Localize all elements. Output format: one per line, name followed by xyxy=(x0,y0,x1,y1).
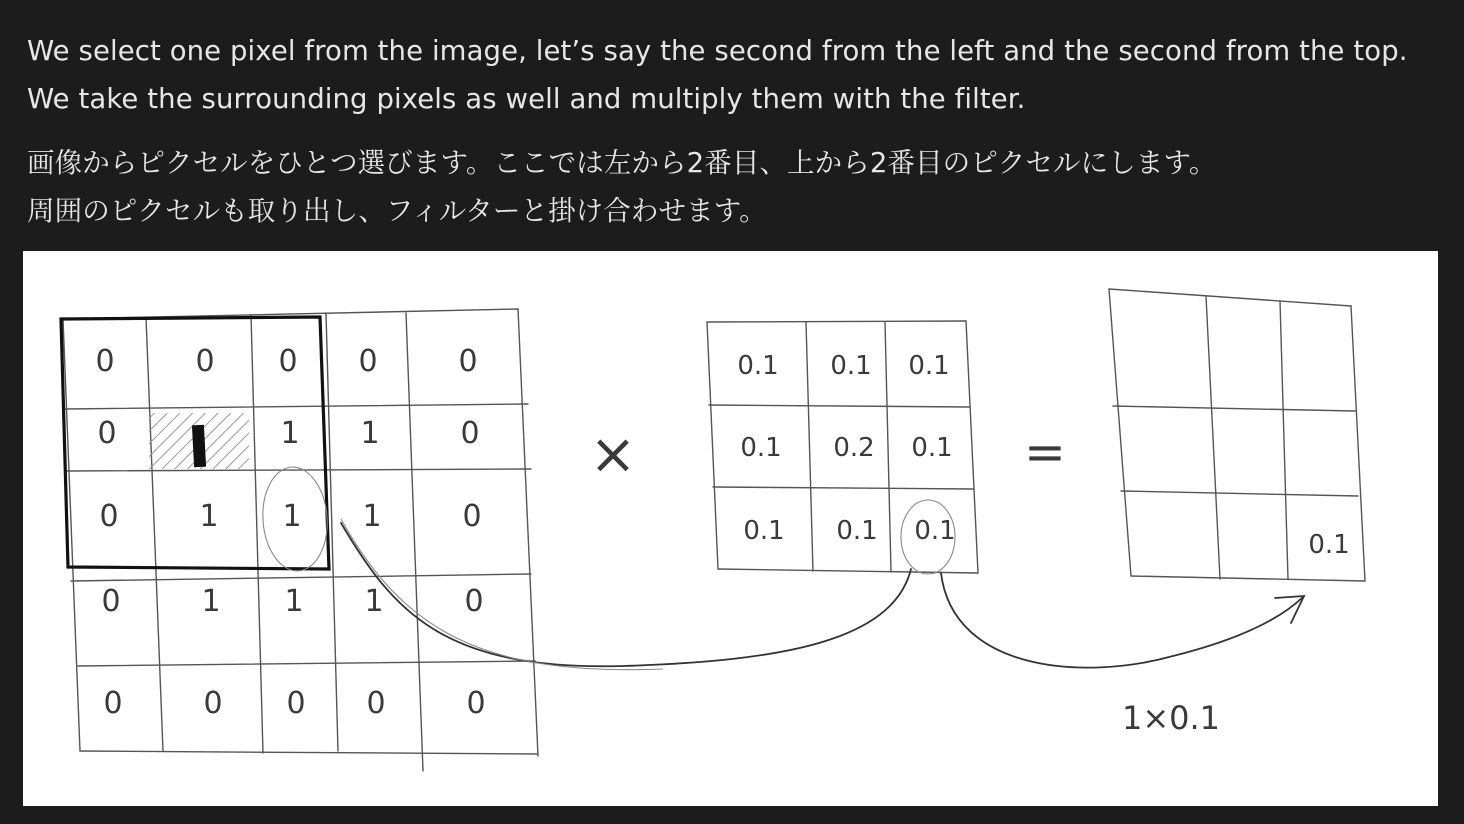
image-cell: 1 xyxy=(280,416,300,451)
image-cell: 0 xyxy=(462,499,482,534)
calculation-label: 1×0.1 xyxy=(1121,699,1221,737)
image-cell: 0 xyxy=(278,344,298,379)
description-japanese xyxy=(27,139,1447,235)
equals-symbol: = xyxy=(1024,423,1066,481)
image-cell: 0 xyxy=(366,686,386,721)
image-cell: 1 xyxy=(282,499,302,534)
image-cell: 0 xyxy=(203,686,223,721)
image-cell: 0 xyxy=(103,686,123,721)
japanese-line-2: 周囲のピクセルも取り出し、フィルターと掛け合わせます。 xyxy=(27,195,767,227)
filter-cell: 0.1 xyxy=(737,351,779,381)
filter-cell: 0.1 xyxy=(908,351,950,381)
filter-cell: 0.1 xyxy=(740,433,782,463)
filter-cell: 0.1 xyxy=(914,516,956,546)
image-cell: 0 xyxy=(101,584,121,619)
image-cell: 1 xyxy=(362,499,382,534)
image-cell: 0 xyxy=(466,686,486,721)
sketch-canvas xyxy=(23,251,1438,806)
image-cell: 0 xyxy=(464,584,484,619)
image-cell: 0 xyxy=(458,344,478,379)
result-arrow xyxy=(941,573,1303,668)
image-cell: 1 xyxy=(364,584,384,619)
japanese-line-1: 画像からピクセルをひとつ選びます。ここでは左から2番目、上から2番目のピクセルにします。 xyxy=(27,147,1217,179)
image-cell: 1 xyxy=(284,584,304,619)
image-cell: 1 xyxy=(360,416,380,451)
filter-cell: 0.1 xyxy=(836,516,878,546)
image-cell: 1 xyxy=(201,584,221,619)
filter-cell: 0.2 xyxy=(833,433,875,463)
image-cell: 0 xyxy=(358,344,378,379)
image-cell: 0 xyxy=(97,416,117,451)
filter-cell: 0.1 xyxy=(911,433,953,463)
result-cell-value: 0.1 xyxy=(1308,530,1350,560)
source-to-filter-faint-curve xyxy=(341,519,663,670)
image-cell: 0 xyxy=(195,344,215,379)
image-cell: 1 xyxy=(199,499,219,534)
image-cell: 0 xyxy=(460,416,480,451)
image-cell: 0 xyxy=(286,686,306,721)
description-english: We select one pixel from the image, let’s say the second from the left and the second from the top. We take the surrounding pixels as well and multiply them with the filter. xyxy=(27,35,1408,115)
source-to-filter-curve xyxy=(341,523,911,666)
filter-cell: 0.1 xyxy=(743,516,785,546)
image-cell: 0 xyxy=(95,344,115,379)
image-cell: 0 xyxy=(99,499,119,534)
filter-cell: 0.1 xyxy=(830,351,872,381)
filter-cell-values xyxy=(737,351,955,546)
convolution-sketch xyxy=(23,251,1438,806)
multiply-symbol: × xyxy=(589,422,637,487)
